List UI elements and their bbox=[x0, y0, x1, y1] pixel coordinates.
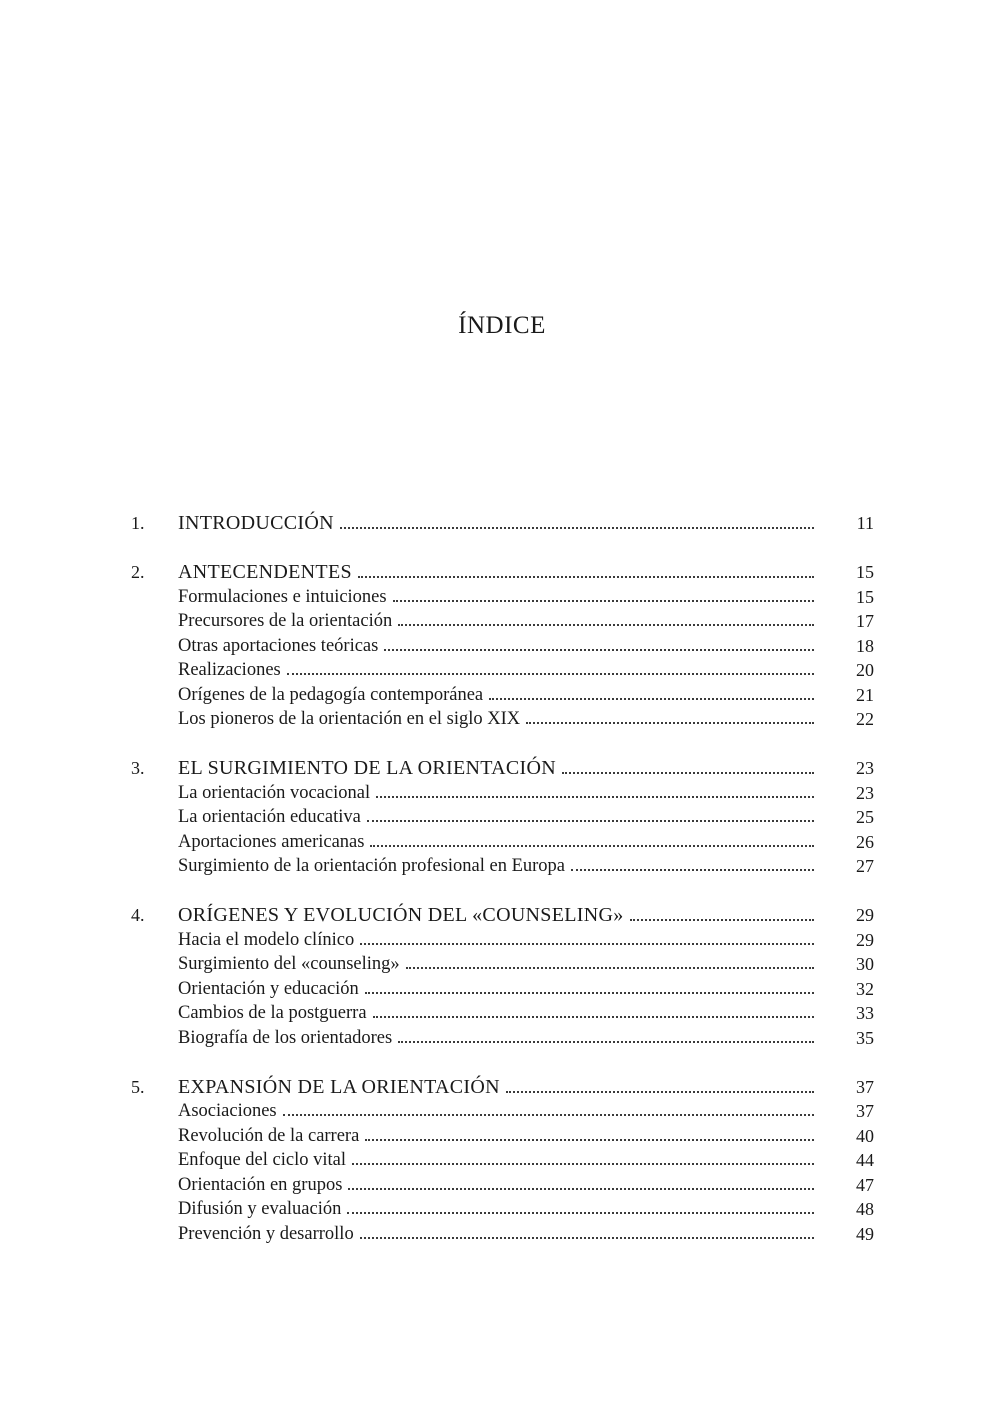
chapter-title-wrap bbox=[178, 756, 814, 781]
toc-entry-row bbox=[0, 683, 1004, 708]
toc-entry-row bbox=[0, 952, 1004, 977]
page-number: 49 bbox=[856, 1223, 874, 1244]
toc-chapter-row bbox=[0, 1075, 1004, 1100]
entry-title: Orígenes de la pedagogía contemporánea bbox=[178, 684, 484, 705]
page-number: 11 bbox=[856, 513, 874, 533]
dot-leader bbox=[360, 942, 814, 945]
toc-entry-row bbox=[0, 658, 1004, 683]
dot-leader bbox=[352, 1162, 814, 1165]
chapter-number: 2. bbox=[131, 562, 145, 582]
page-number: 23 bbox=[856, 758, 874, 778]
entry-title: Orientación y educación bbox=[178, 978, 359, 999]
page-number: 23 bbox=[856, 782, 874, 803]
entry-title: Biografía de los orientadores bbox=[178, 1027, 393, 1048]
dot-leader bbox=[365, 991, 814, 994]
chapter-title: ANTECENDENTES bbox=[178, 561, 352, 583]
dot-leader bbox=[562, 771, 814, 774]
entry-title: Formulaciones e intuiciones bbox=[178, 586, 387, 607]
dot-leader bbox=[347, 1211, 814, 1214]
entry-title-wrap bbox=[178, 634, 814, 659]
page-number: 37 bbox=[856, 1076, 874, 1097]
entry-title: Cambios de la postguerra bbox=[178, 1003, 367, 1023]
toc-entry-row bbox=[0, 1197, 1004, 1222]
page-number: 47 bbox=[856, 1174, 874, 1195]
page-number: 18 bbox=[856, 635, 874, 656]
page-number: 29 bbox=[856, 905, 874, 925]
toc-chapter-row bbox=[0, 511, 1004, 536]
chapter-number: 5. bbox=[131, 1076, 145, 1097]
dot-leader bbox=[384, 648, 814, 651]
entry-title: La orientación vocacional bbox=[178, 782, 371, 803]
toc-entry-row bbox=[0, 1001, 1004, 1026]
entry-title: Enfoque del ciclo vital bbox=[178, 1150, 346, 1170]
page-number: 29 bbox=[856, 929, 874, 950]
toc-entry-row bbox=[0, 1099, 1004, 1124]
dot-leader bbox=[367, 819, 814, 822]
page-number: 27 bbox=[856, 856, 874, 876]
entry-title: Los pioneros de la orientación en el siglo XIX bbox=[178, 709, 521, 729]
toc-entry-row bbox=[0, 830, 1004, 855]
entry-title-wrap bbox=[178, 609, 814, 634]
entry-title: Difusión y evaluación bbox=[178, 1199, 342, 1219]
entry-title-wrap bbox=[178, 1026, 814, 1051]
dot-leader bbox=[283, 1113, 814, 1116]
chapter-title: ORÍGENES Y EVOLUCIÓN DEL «COUNSELING» bbox=[178, 904, 624, 926]
table-of-contents bbox=[0, 511, 1004, 1271]
dot-leader bbox=[393, 599, 814, 602]
entry-title-wrap bbox=[178, 1148, 814, 1173]
page-number: 44 bbox=[856, 1150, 874, 1170]
page-number: 17 bbox=[856, 611, 874, 631]
toc-entry-row bbox=[0, 585, 1004, 610]
page-number: 15 bbox=[856, 562, 874, 582]
entry-title-wrap bbox=[178, 1001, 814, 1026]
dot-leader bbox=[348, 1187, 814, 1190]
entry-title-wrap bbox=[178, 1099, 814, 1124]
entry-title-wrap bbox=[178, 658, 814, 683]
toc-entry-row bbox=[0, 805, 1004, 830]
entry-title: Realizaciones bbox=[178, 660, 281, 680]
entry-title: Otras aportaciones teóricas bbox=[178, 635, 379, 656]
toc-section bbox=[0, 511, 1004, 536]
entry-title: Asociaciones bbox=[178, 1101, 277, 1121]
entry-title-wrap bbox=[178, 952, 814, 977]
toc-entry-row bbox=[0, 1026, 1004, 1051]
page-title: ÍNDICE bbox=[458, 312, 546, 339]
toc-section bbox=[0, 1075, 1004, 1247]
chapter-title: INTRODUCCIÓN bbox=[178, 512, 334, 534]
toc-entry-row bbox=[0, 707, 1004, 732]
toc-entry-row bbox=[0, 1222, 1004, 1247]
entry-title: Surgimiento de la orientación profesional en Europa bbox=[178, 856, 566, 876]
dot-leader bbox=[340, 526, 814, 529]
toc-section bbox=[0, 903, 1004, 1050]
page-number: 20 bbox=[856, 660, 874, 680]
chapter-title-wrap bbox=[178, 560, 814, 585]
page-number: 30 bbox=[856, 954, 874, 974]
entry-title-wrap bbox=[178, 854, 814, 879]
entry-title-wrap bbox=[178, 585, 814, 610]
chapter-title-wrap bbox=[178, 1075, 814, 1100]
dot-leader bbox=[398, 1040, 814, 1043]
dot-leader bbox=[373, 1015, 814, 1018]
chapter-number: 1. bbox=[131, 513, 145, 533]
toc-entry-row bbox=[0, 1124, 1004, 1149]
entry-title-wrap bbox=[178, 781, 814, 806]
page-number: 26 bbox=[856, 831, 874, 852]
dot-leader bbox=[370, 844, 814, 847]
entry-title-wrap bbox=[178, 830, 814, 855]
entry-title-wrap bbox=[178, 1124, 814, 1149]
dot-leader bbox=[489, 697, 814, 700]
entry-title: Aportaciones americanas bbox=[178, 831, 365, 852]
page-number: 33 bbox=[856, 1003, 874, 1023]
toc-entry-row bbox=[0, 609, 1004, 634]
entry-title: Surgimiento del «counseling» bbox=[178, 954, 400, 974]
entry-title-wrap bbox=[178, 977, 814, 1002]
page-number: 22 bbox=[856, 709, 874, 729]
toc-entry-row bbox=[0, 977, 1004, 1002]
entry-title-wrap bbox=[178, 683, 814, 708]
dot-leader bbox=[398, 623, 814, 626]
toc-chapter-row bbox=[0, 560, 1004, 585]
entry-title-wrap bbox=[178, 928, 814, 953]
toc-entry-row bbox=[0, 854, 1004, 879]
chapter-title: EL SURGIMIENTO DE LA ORIENTACIÓN bbox=[178, 757, 556, 779]
chapter-title-wrap bbox=[178, 511, 814, 536]
page-number: 48 bbox=[856, 1199, 874, 1219]
dot-leader bbox=[630, 918, 814, 921]
dot-leader bbox=[406, 966, 814, 969]
entry-title: Precursores de la orientación bbox=[178, 611, 393, 631]
toc-entry-row bbox=[0, 781, 1004, 806]
page-number: 40 bbox=[856, 1125, 874, 1146]
toc-chapter-row bbox=[0, 756, 1004, 781]
entry-title: La orientación educativa bbox=[178, 807, 361, 827]
page-number: 35 bbox=[856, 1027, 874, 1048]
toc-entry-row bbox=[0, 1173, 1004, 1198]
toc-section bbox=[0, 756, 1004, 879]
dot-leader bbox=[365, 1138, 814, 1141]
page-number: 15 bbox=[856, 586, 874, 607]
toc-entry-row bbox=[0, 928, 1004, 953]
toc-chapter-row bbox=[0, 903, 1004, 928]
page-number: 32 bbox=[856, 978, 874, 999]
dot-leader bbox=[287, 672, 814, 675]
entry-title-wrap bbox=[178, 1173, 814, 1198]
entry-title: Revolución de la carrera bbox=[178, 1125, 360, 1146]
dot-leader bbox=[376, 795, 814, 798]
chapter-title-wrap bbox=[178, 903, 814, 928]
page-number: 21 bbox=[856, 684, 874, 705]
dot-leader bbox=[360, 1236, 814, 1239]
entry-title-wrap bbox=[178, 707, 814, 732]
chapter-number: 3. bbox=[131, 758, 145, 778]
entry-title-wrap bbox=[178, 1222, 814, 1247]
toc-section bbox=[0, 560, 1004, 732]
dot-leader bbox=[526, 721, 814, 724]
dot-leader bbox=[358, 575, 814, 578]
chapter-number: 4. bbox=[131, 905, 145, 925]
entry-title-wrap bbox=[178, 805, 814, 830]
chapter-title: EXPANSIÓN DE LA ORIENTACIÓN bbox=[178, 1075, 500, 1098]
entry-title: Hacia el modelo clínico bbox=[178, 929, 355, 950]
entry-title: Orientación en grupos bbox=[178, 1174, 343, 1195]
toc-entry-row bbox=[0, 1148, 1004, 1173]
entry-title: Prevención y desarrollo bbox=[178, 1223, 354, 1244]
dot-leader bbox=[571, 868, 814, 871]
page-number: 25 bbox=[856, 807, 874, 827]
toc-entry-row bbox=[0, 634, 1004, 659]
dot-leader bbox=[506, 1090, 814, 1093]
page-number: 37 bbox=[856, 1101, 874, 1121]
entry-title-wrap bbox=[178, 1197, 814, 1222]
